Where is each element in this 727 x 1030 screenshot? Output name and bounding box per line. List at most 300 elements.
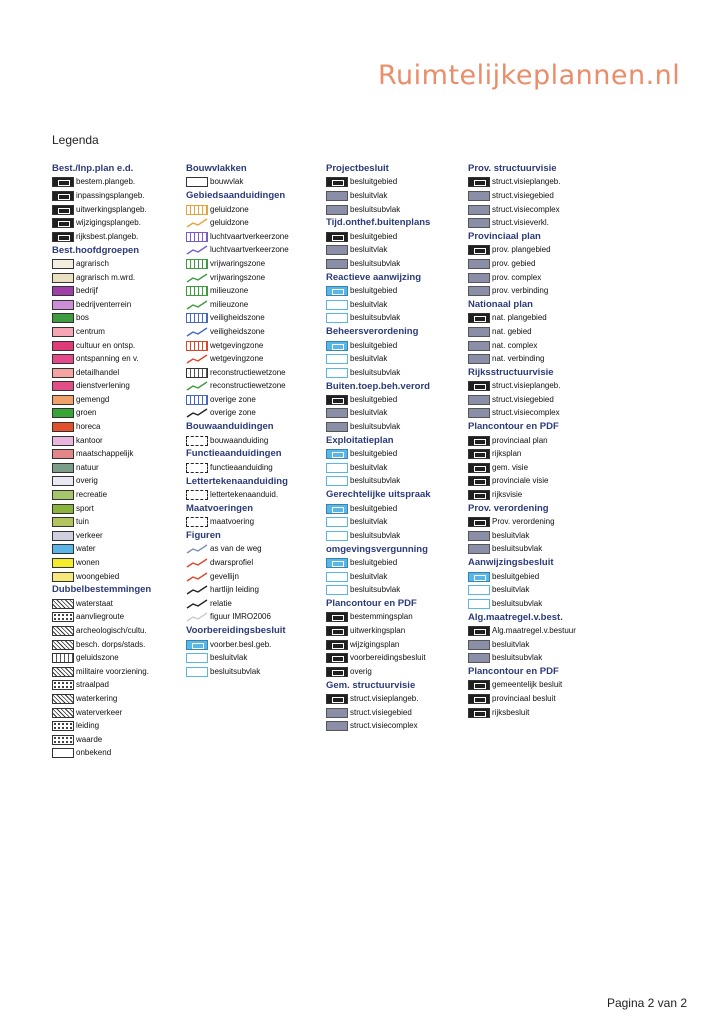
legend-item xyxy=(326,298,464,312)
legend-swatch xyxy=(468,544,490,554)
legend-item-label: bestem.plangeb. xyxy=(76,177,136,187)
legend-item xyxy=(326,176,464,190)
legend-item-label: bouwaanduiding xyxy=(210,435,269,445)
legend-item-label: onbekend xyxy=(76,748,112,758)
legend-group-heading: Best./Inp.plan e.d. xyxy=(52,163,134,174)
legend-item xyxy=(468,393,618,407)
legend-swatch xyxy=(52,558,74,568)
legend-item-label: besluitsubvlak xyxy=(350,258,401,268)
legend-item xyxy=(52,679,190,693)
legend-item-label: gemeentelijk besluit xyxy=(492,680,563,690)
line-symbol-icon xyxy=(186,612,208,622)
legend-item-label: overig xyxy=(76,476,98,486)
legend-item-label: wijzigingsplangeb. xyxy=(76,218,141,228)
legend-item-label: leiding xyxy=(76,721,100,731)
legend-swatch xyxy=(52,544,74,554)
legend-swatch xyxy=(52,259,74,269)
legend-swatch xyxy=(186,232,208,242)
legend-item xyxy=(468,447,618,461)
legend-swatch xyxy=(468,259,490,269)
legend-group-heading: Bouwaanduidingen xyxy=(186,421,274,433)
legend-item-label: veiligheidszone xyxy=(210,313,265,323)
legend-item xyxy=(186,203,324,217)
legend-item xyxy=(186,271,324,285)
line-symbol-icon xyxy=(186,544,208,554)
legend-swatch xyxy=(468,626,490,636)
legend-item xyxy=(326,366,464,380)
legend-swatch xyxy=(186,640,208,650)
legend-item xyxy=(468,529,618,543)
legend-swatch xyxy=(52,748,74,758)
legend-item xyxy=(326,665,464,679)
legend-swatch xyxy=(468,341,490,351)
legend-swatch xyxy=(186,368,208,378)
legend-swatch xyxy=(468,585,490,595)
legend-item-label: struct.visiecomplex xyxy=(350,721,418,731)
legend-item-label: besluitgebied xyxy=(350,558,398,568)
legend-swatch xyxy=(326,531,348,541)
legend-item-label: besluitgebied xyxy=(350,449,398,459)
legend-item-label: Prov. verordening xyxy=(492,517,555,527)
legend-item-label: voorber.besl.geb. xyxy=(210,639,272,649)
legend-item xyxy=(468,692,618,706)
legend-group-heading: Maatvoeringen xyxy=(186,502,254,514)
legend-item xyxy=(186,434,324,448)
legend-item-label: detailhandel xyxy=(76,367,120,377)
legend-item xyxy=(468,706,618,720)
legend-swatch xyxy=(52,735,74,745)
legend-item xyxy=(52,312,190,326)
legend-item-label: overige zone xyxy=(210,394,256,404)
legend-item xyxy=(52,352,190,366)
legend-swatch xyxy=(186,463,208,473)
legend-swatch xyxy=(52,436,74,446)
legend-item-label: struct.visieplangeb. xyxy=(350,693,419,703)
legend-item xyxy=(186,393,324,407)
legend-item xyxy=(326,515,464,529)
legend-swatch xyxy=(52,517,74,527)
legend-swatch xyxy=(326,463,348,473)
legend-item-label: recreatie xyxy=(76,490,108,500)
legend-item xyxy=(468,203,618,217)
legend-item xyxy=(468,597,618,611)
legend-swatch xyxy=(468,531,490,541)
legend-item xyxy=(186,651,324,665)
legend-item xyxy=(186,583,324,597)
legend-swatch xyxy=(186,395,208,405)
legend-item xyxy=(326,203,464,217)
legend-item-label: figuur IMRO2006 xyxy=(210,612,271,622)
legend-swatch xyxy=(326,191,348,201)
legend-item-label: overig xyxy=(350,666,372,676)
legend-item xyxy=(326,230,464,244)
legend-swatch xyxy=(186,286,208,296)
legend-group-heading: Dubbelbestemmingen xyxy=(52,584,152,596)
legend-item xyxy=(326,447,464,461)
legend-swatch xyxy=(326,354,348,364)
legend-item xyxy=(326,570,464,584)
legend-item xyxy=(186,611,324,625)
legend-item-label: woongebied xyxy=(76,571,120,581)
legend-item-label: tuin xyxy=(76,517,89,527)
legend-swatch xyxy=(52,205,74,215)
legend-swatch xyxy=(326,232,348,242)
legend-swatch xyxy=(326,368,348,378)
legend-item-label: waarde xyxy=(76,734,103,744)
legend-swatch xyxy=(52,368,74,378)
legend-swatch xyxy=(326,422,348,432)
legend-item-label: rijksbest.plangeb. xyxy=(76,231,139,241)
legend-item xyxy=(326,706,464,720)
legend-item-label: struct.visiegebied xyxy=(492,394,554,404)
legend-item xyxy=(468,434,618,448)
legend-swatch xyxy=(52,422,74,432)
legend-item-label: besluitgebied xyxy=(492,571,540,581)
legend-item-label: aanvliegroute xyxy=(76,612,125,622)
legend-item-label: groen xyxy=(76,408,97,418)
legend-swatch xyxy=(326,449,348,459)
legend-swatch xyxy=(468,245,490,255)
legend-item xyxy=(468,651,618,665)
legend-item xyxy=(326,651,464,665)
legend-item xyxy=(326,420,464,434)
legend-item-label: besluitvlak xyxy=(492,530,530,540)
legend-item-label: dwarsprofiel xyxy=(210,558,254,568)
legend-item-label: besluitvlak xyxy=(492,585,530,595)
legend-item xyxy=(326,475,464,489)
legend-item-label: agrarisch xyxy=(76,258,109,268)
legend-group-heading: Buiten.toep.beh.verord xyxy=(326,380,430,392)
legend-group-heading: Plancontour en PDF xyxy=(468,665,559,677)
legend-item xyxy=(468,271,618,285)
legend-swatch xyxy=(186,517,208,527)
legend-swatch xyxy=(52,476,74,486)
legend-swatch xyxy=(326,313,348,323)
legend-swatch xyxy=(186,653,208,663)
legend-swatch xyxy=(52,273,74,283)
legend-item-label: prov. gebied xyxy=(492,258,536,268)
legend-swatch xyxy=(52,381,74,391)
legend-item xyxy=(52,597,190,611)
legend-item xyxy=(468,679,618,693)
legend-item xyxy=(186,556,324,570)
legend-item xyxy=(52,733,190,747)
legend-swatch xyxy=(52,341,74,351)
legend-item-label: struct.visiegebied xyxy=(350,707,412,717)
legend-swatch xyxy=(186,667,208,677)
legend-item-label: prov. complex xyxy=(492,272,542,282)
legend-group-heading: Voorbereidingsbesluit xyxy=(186,625,286,637)
legend-item xyxy=(468,257,618,271)
legend-swatch xyxy=(52,354,74,364)
legend-item xyxy=(468,638,618,652)
legend-swatch xyxy=(186,177,208,187)
legend-item-label: ontspanning en v. xyxy=(76,354,139,364)
legend-swatch xyxy=(326,708,348,718)
legend-swatch xyxy=(52,572,74,582)
legend-swatch xyxy=(326,653,348,663)
legend-item-label: wetgevingzone xyxy=(210,354,264,364)
legend-item-label: dienstverlening xyxy=(76,381,130,391)
legend-item-label: milieuzone xyxy=(210,299,249,309)
legend-swatch xyxy=(326,286,348,296)
legend-item-label: nat. complex xyxy=(492,340,538,350)
legend-swatch xyxy=(326,694,348,704)
legend-item-label: militaire voorziening. xyxy=(76,666,149,676)
legend-swatch xyxy=(468,572,490,582)
legend-swatch xyxy=(468,490,490,500)
legend-item xyxy=(468,176,618,190)
legend-item-label: gem. visie xyxy=(492,462,529,472)
legend-item xyxy=(52,420,190,434)
legend-item xyxy=(52,230,190,244)
legend-item-label: Alg.maatregel.v.bestuur xyxy=(492,625,576,635)
legend-swatch xyxy=(326,205,348,215)
legend-group-heading: Plancontour en PDF xyxy=(326,598,417,609)
legend-item-label: besluitsubvlak xyxy=(492,544,543,554)
legend-item-label: geluidzone xyxy=(210,204,249,214)
legend-item-label: uitwerkingsplan xyxy=(350,625,406,635)
legend-item xyxy=(468,543,618,557)
legend-item xyxy=(52,393,190,407)
legend-item xyxy=(52,515,190,529)
legend-swatch xyxy=(52,504,74,514)
legend-swatch xyxy=(468,313,490,323)
legend-item-label: wijzigingsplan xyxy=(350,639,400,649)
legend-item xyxy=(468,515,618,529)
legend-item-label: besluitsubvlak xyxy=(350,585,401,595)
legend-item xyxy=(52,570,190,584)
legend-swatch xyxy=(186,341,208,351)
legend-item xyxy=(186,380,324,394)
legend-item-label: struct.visieplangeb. xyxy=(492,381,561,391)
line-symbol-icon xyxy=(186,408,208,418)
legend-item xyxy=(186,244,324,258)
legend-item xyxy=(186,352,324,366)
legend-item-label: milieuzone xyxy=(210,286,249,296)
line-symbol-icon xyxy=(186,572,208,582)
legend-item xyxy=(468,407,618,421)
legend-swatch xyxy=(52,327,74,337)
legend-item-label: struct.visieplangeb. xyxy=(492,177,561,187)
legend-swatch xyxy=(186,259,208,269)
legend-item-label: besluitsubvlak xyxy=(350,422,401,432)
legend-group-heading: Beheersverordening xyxy=(326,326,419,338)
legend-swatch xyxy=(52,640,74,650)
legend-swatch xyxy=(186,436,208,446)
legend-item-label: luchtvaartverkeerzone xyxy=(210,231,289,241)
legend-item-label: relatie xyxy=(210,598,232,608)
legend-item-label: besluitgebied xyxy=(350,340,398,350)
line-symbol-icon xyxy=(186,354,208,364)
legend-swatch xyxy=(468,286,490,296)
legend-swatch xyxy=(326,517,348,527)
legend-item-label: wetgevingzone xyxy=(210,340,264,350)
legend-item-label: reconstructiewetzone xyxy=(210,367,286,377)
legend-group-heading: Rijksstructuurvisie xyxy=(468,366,554,378)
legend-swatch xyxy=(52,599,74,609)
legend-item xyxy=(326,583,464,597)
legend-item xyxy=(326,611,464,625)
legend-swatch xyxy=(52,177,74,187)
legend-item xyxy=(52,216,190,230)
legend-item xyxy=(52,380,190,394)
legend-group-heading: Nationaal plan xyxy=(468,298,533,310)
legend-item-label: besluitsubvlak xyxy=(350,313,401,323)
legend-item xyxy=(186,366,324,380)
legend-item-label: bestemmingsplan xyxy=(350,612,413,622)
page-number: Pagina 2 van 2 xyxy=(606,996,687,1010)
legend-item xyxy=(326,692,464,706)
legend-swatch xyxy=(52,694,74,704)
line-symbol-icon xyxy=(186,599,208,609)
legend-item-label: besluitvlak xyxy=(350,517,388,527)
legend-swatch xyxy=(52,708,74,718)
legend-item xyxy=(52,298,190,312)
legend-item xyxy=(326,189,464,203)
legend-swatch xyxy=(52,395,74,405)
legend-group-heading: Alg.maatregel.v.best. xyxy=(468,611,563,623)
legend-item-label: provinciale visie xyxy=(492,476,549,486)
line-symbol-icon xyxy=(186,273,208,283)
legend-item xyxy=(52,638,190,652)
legend-item-label: centrum xyxy=(76,326,105,336)
legend-item-label: waterkering xyxy=(76,693,118,703)
legend-item-label: geluidzone xyxy=(210,218,249,228)
legend-item-label: maatvoering xyxy=(210,517,255,527)
legend-item-label: besluitvlak xyxy=(350,462,388,472)
legend-item-label: reconstructiewetzone xyxy=(210,381,286,391)
legend-swatch xyxy=(326,476,348,486)
legend-swatch xyxy=(52,680,74,690)
legend-item xyxy=(52,529,190,543)
legend-group-heading: Figuren xyxy=(186,530,221,542)
legend-item xyxy=(52,339,190,353)
legend-group-heading: Lettertekenaanduiding xyxy=(186,475,288,487)
legend-item-label: struct.visieverkl. xyxy=(492,218,549,228)
legend-swatch xyxy=(52,626,74,636)
legend-group-heading: Reactieve aanwijzing xyxy=(326,271,422,283)
legend-item-label: nat. verbinding xyxy=(492,354,545,364)
legend-item xyxy=(468,325,618,339)
legend-item xyxy=(468,461,618,475)
legend-group-heading: Plancontour en PDF xyxy=(468,421,559,433)
legend-item xyxy=(326,407,464,421)
legend-item xyxy=(52,203,190,217)
legend-item-label: lettertekenaanduid. xyxy=(210,490,279,500)
legend-column-2 xyxy=(186,162,324,679)
legend-group-heading: Gerechtelijke uitspraak xyxy=(326,489,431,501)
line-symbol-icon xyxy=(186,558,208,568)
legend-item xyxy=(326,393,464,407)
legend-item xyxy=(186,284,324,298)
legend-item xyxy=(52,692,190,706)
legend-swatch xyxy=(468,177,490,187)
legend-item xyxy=(468,216,618,230)
legend-swatch xyxy=(326,395,348,405)
legend-item-label: besluitsubvlak xyxy=(350,204,401,214)
legend-swatch xyxy=(326,667,348,677)
legend-swatch xyxy=(52,721,74,731)
legend-item xyxy=(186,407,324,421)
legend-item xyxy=(186,461,324,475)
legend-group-heading: Provinciaal plan xyxy=(468,230,541,242)
legend-swatch xyxy=(186,205,208,215)
legend-item-label: verkeer xyxy=(76,530,103,540)
legend-item-label: luchtvaartverkeerzone xyxy=(210,245,289,255)
legend-item-label: besluitsubvlak xyxy=(350,530,401,540)
legend-item xyxy=(186,665,324,679)
legend-item-label: overige zone xyxy=(210,408,256,418)
legend-swatch xyxy=(326,259,348,269)
legend-swatch xyxy=(468,273,490,283)
legend-item xyxy=(468,244,618,258)
legend-item-label: gevellijn xyxy=(210,571,239,581)
legend-item xyxy=(52,543,190,557)
legend-item-label: water xyxy=(76,544,96,554)
legend-swatch xyxy=(52,408,74,418)
legend-group-heading: Tijd.onthef.buitenplans xyxy=(326,217,431,229)
legend-item-label: prov. verbinding xyxy=(492,286,549,296)
line-symbol-icon xyxy=(186,245,208,255)
legend-swatch xyxy=(52,653,74,663)
legend-item-label: sport xyxy=(76,503,94,513)
legend-swatch xyxy=(326,558,348,568)
legend-swatch xyxy=(468,476,490,486)
legend-item-label: besluitsubvlak xyxy=(492,653,543,663)
legend-column-3 xyxy=(326,162,464,733)
legend-item-label: voorbereidingsbesluit xyxy=(350,653,426,663)
legend-item-label: veiligheidszone xyxy=(210,326,265,336)
legend-item-label: natuur xyxy=(76,462,99,472)
legend-item-label: besluitsubvlak xyxy=(210,666,261,676)
legend-item xyxy=(52,257,190,271)
legend-swatch xyxy=(52,531,74,541)
legend-item xyxy=(52,719,190,733)
legend-swatch xyxy=(326,341,348,351)
legend-item-label: besluitvlak xyxy=(350,571,388,581)
legend-item-label: struct.visiecomplex xyxy=(492,204,560,214)
legend-item-label: vrijwaringszone xyxy=(210,272,266,282)
legend-item xyxy=(52,407,190,421)
legend-item xyxy=(52,271,190,285)
legend-swatch xyxy=(468,327,490,337)
legend-item xyxy=(468,583,618,597)
legend-item-label: bos xyxy=(76,313,89,323)
legend-item xyxy=(326,529,464,543)
legend-group-heading: Prov. structuurvisie xyxy=(468,163,557,174)
legend-item-label: besluitvlak xyxy=(492,639,530,649)
legend-swatch xyxy=(52,612,74,622)
legend-swatch xyxy=(52,667,74,677)
legend-swatch xyxy=(468,408,490,418)
legend-item-label: besluitvlak xyxy=(350,190,388,200)
legend-item-label: besluitvlak xyxy=(210,653,248,663)
legend-swatch xyxy=(52,449,74,459)
legend-group-heading: Exploitatieplan xyxy=(326,434,394,446)
legend-item xyxy=(186,515,324,529)
legend-item xyxy=(326,556,464,570)
legend-item xyxy=(52,366,190,380)
legend-item xyxy=(468,352,618,366)
legend-swatch xyxy=(468,395,490,405)
legend-item-label: besluitvlak xyxy=(350,354,388,364)
legend-swatch xyxy=(326,177,348,187)
legend-item-label: waterverkeer xyxy=(76,707,123,717)
legend-item-label: besluitgebied xyxy=(350,503,398,513)
legend-swatch xyxy=(468,680,490,690)
legend-swatch xyxy=(52,313,74,323)
